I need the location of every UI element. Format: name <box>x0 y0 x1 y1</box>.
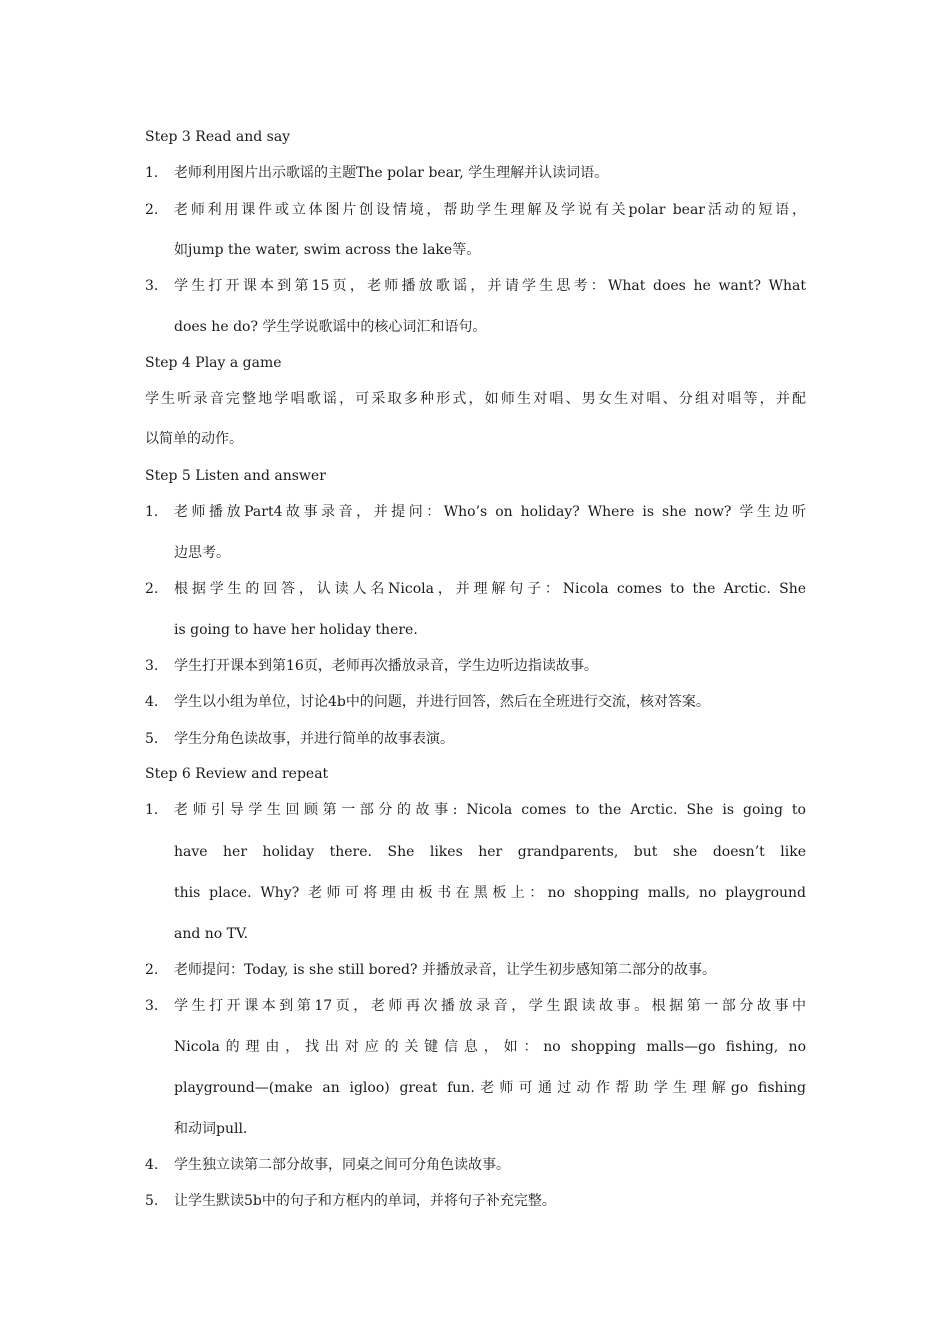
list-text: 老师利用图片出示歌谣的主题The polar bear, 学生理解并认读词语。 <box>174 165 609 181</box>
list-number: 3. <box>145 278 159 294</box>
list-number: 5. <box>145 1193 159 1209</box>
list-text-continued: and no TV. <box>174 926 249 942</box>
list-number: 1. <box>145 802 159 818</box>
list-text: 让学生默读5b中的句子和方框内的单词，并将句子补充完整。 <box>174 1193 556 1209</box>
list-text-continued: 边思考。 <box>174 545 230 561</box>
list-number: 3. <box>145 658 159 674</box>
list-number: 5. <box>145 731 159 747</box>
step3-heading: Step 3 Read and say <box>145 129 291 145</box>
list-text: 学生独立读第二部分故事，同桌之间可分角色读故事。 <box>174 1157 510 1173</box>
list-text: 学生分角色读故事，并进行简单的故事表演。 <box>174 731 454 747</box>
list-text: 根据学生的回答，认读人名Nicola，并理解句子：Nicola comes to the Arctic. She <box>174 581 806 597</box>
list-number: 4. <box>145 1157 159 1173</box>
list-text: this place. Why? 老师可将理由板书在黑板上：no shopping malls, no playground <box>174 885 806 901</box>
step6-heading: Step 6 Review and repeat <box>145 766 329 782</box>
list-text: 学生以小组为单位，讨论4b中的问题，并进行回答，然后在全班进行交流，核对答案。 <box>174 694 710 710</box>
list-text: 老师利用课件或立体图片创设情境，帮助学生理解及学说有关polar bear活动的短语， <box>174 202 806 218</box>
paragraph-line: 以简单的动作。 <box>145 431 243 447</box>
list-text-continued: does he do? 学生学说歌谣中的核心词汇和语句。 <box>174 319 487 335</box>
list-text: 老师播放Part4故事录音，并提问：Who’s on holiday? Where is she now? 学生边听 <box>174 504 806 520</box>
step5-heading: Step 5 Listen and answer <box>145 468 326 484</box>
list-text-continued: 和动词pull. <box>174 1121 248 1137</box>
list-text: Nicola的理由，找出对应的关键信息，如：no shopping malls—go fishing, no <box>174 1039 806 1055</box>
list-number: 1. <box>145 504 159 520</box>
list-text: 学生打开课本到第17页，老师再次播放录音，学生跟读故事。根据第一部分故事中 <box>174 998 806 1014</box>
list-text: 学生打开课本到第16页，老师再次播放录音，学生边听边指读故事。 <box>174 658 598 674</box>
list-text-continued: 如jump the water, swim across the lake等。 <box>174 242 481 258</box>
list-text: 老师提问：Today, is she still bored? 并播放录音，让学生初步感知第二部分的故事。 <box>174 962 716 978</box>
list-text: playground—(make an igloo) great fun.老师可通过动作帮助学生理解go fishing <box>174 1080 806 1096</box>
list-text: 老师引导学生回顾第一部分的故事: Nicola comes to the Arctic. She is going to <box>174 802 806 818</box>
list-number: 2. <box>145 202 159 218</box>
list-number: 3. <box>145 998 159 1014</box>
list-number: 2. <box>145 962 159 978</box>
list-number: 4. <box>145 694 159 710</box>
list-text-continued: is going to have her holiday there. <box>174 622 418 638</box>
paragraph-text: 学生听录音完整地学唱歌谣，可采取多种形式，如师生对唱、男女生对唱、分组对唱等，并配 <box>145 391 806 407</box>
list-text: have her holiday there. She likes her grandparents, but she doesn’t like <box>174 844 806 860</box>
list-number: 2. <box>145 581 159 597</box>
list-text: 学生打开课本到第15页，老师播放歌谣，并请学生思考：What does he want? What <box>174 278 806 294</box>
step4-heading: Step 4 Play a game <box>145 355 282 371</box>
list-number: 1. <box>145 165 159 181</box>
